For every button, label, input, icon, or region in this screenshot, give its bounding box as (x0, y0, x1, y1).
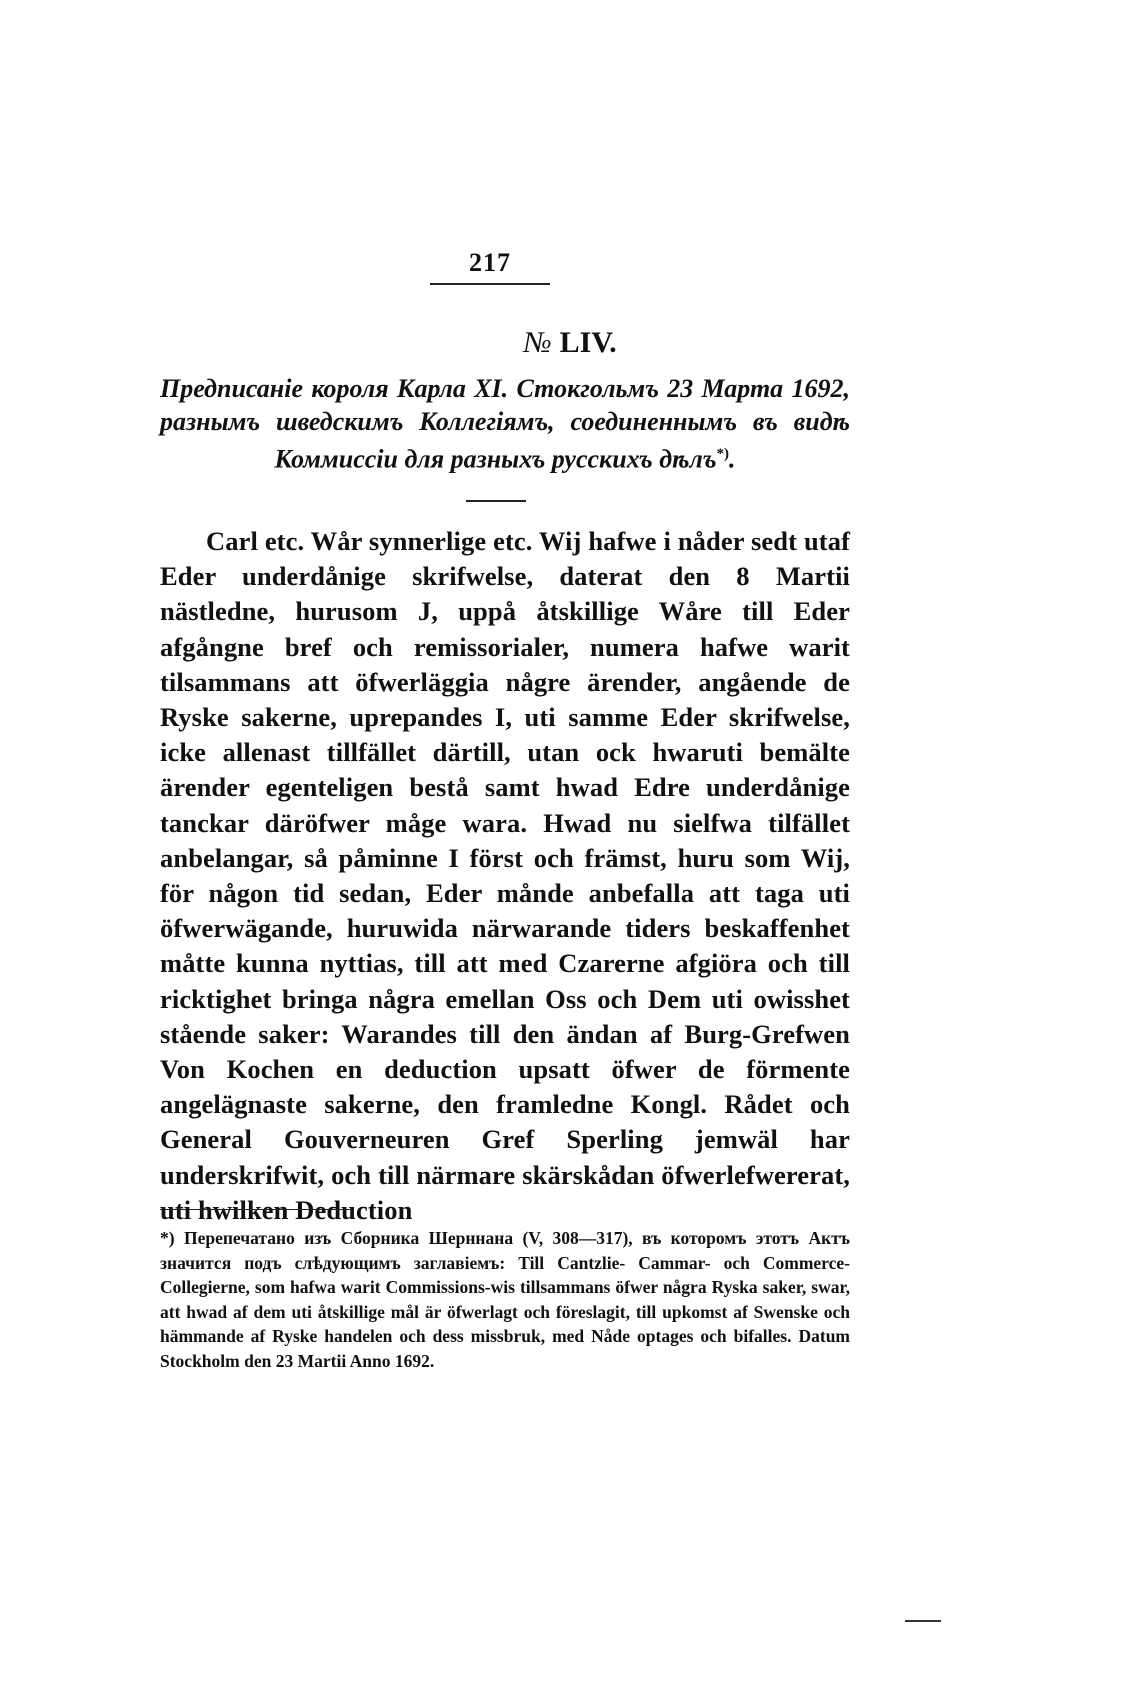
corner-mark (905, 1620, 941, 1622)
footnote-rule (160, 1209, 350, 1210)
page-number: 217 (469, 248, 511, 277)
body-text: Carl etc. Wår synnerlige etc. Wij hafwe i nåder sedt utaf Eder underdånige skrifwelse, daterat den 8 Martii nästledne, hurusom J, uppå åtskillige Wåre till Eder afgångne bref och remissorialer, numera hafwe warit tilsammans att öfwerläggia någre ärender, angående de Ryske sakerne, uprepandes I, uti samme Eder skrifwelse, icke allenast tillfället därtill, utan ock hwaruti bemälte ärender egenteligen bestå samt hwad Edre underdånige tanckar däröfwer måge wara. Hwad nu sielfwa tilfället anbelangar, så påminne I först och främst, huru som Wij, för någon tid sedan, Eder månde anbefalla att taga uti öfwerwägande, huruwida närwarande tiders beskaffenhet måtte kunna nyttias, till att med Czarerne afgiöra och till ricktighet bringa några emellan Oss och Dem uti owisshet stående saker: Warandes till den ändan af Burg-Grefwen Von Kochen en deduction upsatt öfwer de förmente angelägnaste sakerne, den framledne Kongl. Rådet och General Gouverneuren Gref Sperling jemwäl har underskrifwit, och till närmare skärskådan öfwerlefwererat, uti hwilken Deduction (160, 526, 850, 1225)
document-heading: Предписаніе короля Карла XI. Стокгольмъ 23 Марта 1692, разнымъ шведскимъ Коллегіямъ, соединеннымъ въ видѣ Коммиссіи для разныхъ русскихъ дѣлъ*). (160, 374, 850, 474)
document-number (0, 326, 1140, 360)
heading-text: Предписаніе короля Карла XI. Стокгольмъ 23 Марта 1692, разнымъ шведскимъ Коллегіямъ, соединеннымъ въ видѣ Коммиссіи для разныхъ русскихъ дѣлъ (160, 374, 850, 474)
page-number-rule (430, 283, 550, 285)
footnote: *) Перепечатано изъ Сборника Шерннана (V, 308—317), въ которомъ этотъ Актъ значится подъ слѣдующимъ заглавіемъ: Till Cantzlie- Cammar- och Commerce-Collegierne, som hafwa warit Commissions-wis tillsammans öfwer några Ryska saker, swar, att hwad af dem uti åtskillige mål är öfwerlagt och föreslagit, till upkomst af Swenske och hämmande af Ryske handelen och dess missbruk, med Nåde optages och bifalles. Datum Stockholm den 23 Martii Anno 1692. (160, 1228, 850, 1371)
heading-rule (466, 500, 526, 502)
number-sign: № (523, 326, 552, 359)
heading-footnote-marker: *) (716, 446, 730, 462)
document-number-value: LIV. (559, 326, 617, 359)
